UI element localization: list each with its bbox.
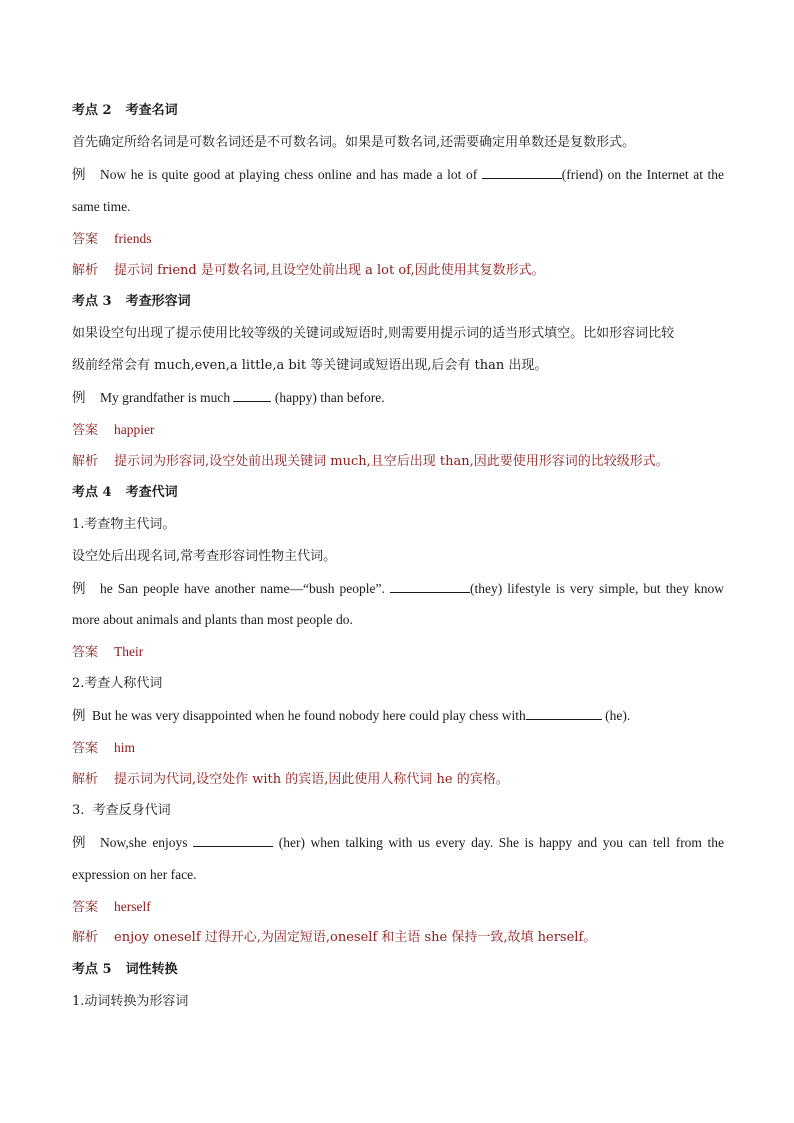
example-text: Now he is quite good at playing chess online and has made a lot of	[100, 167, 478, 182]
answer-label: 答案	[72, 423, 99, 438]
example-label: 例	[72, 167, 86, 182]
example-text: (they) lifestyle is very simple, but they know	[469, 581, 725, 596]
answer-line	[72, 421, 724, 440]
example-continuation: more about animals and plants than most people do.	[72, 612, 353, 627]
example-text: (friend) on the Internet at the	[561, 167, 724, 182]
answer-text: Their	[114, 644, 144, 659]
analysis-label: 解析	[72, 930, 99, 945]
subsection-title: 3. 考查反身代词	[72, 803, 171, 818]
example-text: (her) when talking with us every day. She is happy and you can tell from the	[278, 835, 725, 850]
answer-label: 答案	[72, 645, 99, 660]
example-label: 例	[72, 390, 86, 405]
example-line	[72, 707, 724, 725]
answer-text: herself	[114, 899, 151, 914]
heading-number: 考点 3	[72, 294, 112, 309]
analysis-text: enjoy oneself 过得开心,为固定短语,oneself 和主语 she 保持一致,故填 herself。	[114, 930, 597, 945]
example-label: 例	[72, 581, 86, 596]
example-continuation: same time.	[72, 199, 131, 214]
answer-label: 答案	[72, 741, 99, 756]
example-text: But he was very disappointed when he found nobody here could play chess with	[92, 708, 526, 723]
analysis-label: 解析	[72, 263, 99, 278]
section-heading-3	[72, 293, 724, 311]
analysis-line	[72, 453, 724, 471]
answer-blank	[390, 580, 470, 593]
example-label: 例	[72, 708, 86, 723]
example-continuation: expression on her face.	[72, 867, 197, 882]
section-heading-4	[72, 484, 724, 502]
answer-blank	[193, 834, 273, 847]
heading-number: 考点 4	[72, 485, 112, 500]
heading-title: 考查名词	[125, 103, 178, 118]
answer-blank	[526, 707, 602, 720]
answer-line	[72, 643, 724, 662]
example-text: (happy) than before.	[274, 390, 385, 405]
answer-blank	[482, 166, 562, 179]
example-text: (he).	[605, 708, 631, 723]
answer-label: 答案	[72, 900, 99, 915]
analysis-line	[72, 771, 724, 789]
example-line	[72, 834, 724, 852]
subsection-title: 1.考查物主代词。	[72, 517, 176, 532]
analysis-text: 提示词为形容词,设空处前出现关键词 much,且空后出现 than,因此要使用形容词的比较级形式。	[114, 454, 669, 469]
answer-line	[72, 739, 724, 758]
subsection-title: 1.动词转换为形容词	[72, 994, 189, 1009]
example-text: My grandfather is much	[100, 390, 231, 405]
analysis-label: 解析	[72, 454, 99, 469]
example-line	[72, 580, 724, 598]
example-text: he San people have another name—“bush people”.	[100, 581, 385, 596]
example-text: Now,she enjoys	[100, 835, 188, 850]
heading-title: 词性转换	[125, 962, 178, 977]
section-intro: 首先确定所给名词是可数名词还是不可数名词。如果是可数名词,还需要确定用单数还是复数形式。	[72, 135, 636, 150]
analysis-label: 解析	[72, 772, 99, 787]
section-intro-continuation: 级前经常会有 much,even,a little,a bit 等关键词或短语出现,后会有 than 出现。	[72, 358, 548, 373]
section-intro: 如果设空句出现了提示使用比较等级的关键词或短语时,则需要用提示词的适当形式填空。比如形容词比较	[72, 326, 675, 341]
answer-text: him	[114, 740, 136, 755]
analysis-line	[72, 929, 724, 947]
subsection-title: 2.考查人称代词	[72, 676, 163, 691]
example-line	[72, 166, 724, 184]
example-line	[72, 389, 724, 407]
analysis-text: 提示词 friend 是可数名词,且设空处前出现 a lot of,因此使用其复数形式。	[114, 263, 545, 278]
subsection-intro: 设空处后出现名词,常考查形容词性物主代词。	[72, 549, 337, 564]
answer-line	[72, 898, 724, 917]
answer-line	[72, 230, 724, 249]
answer-label: 答案	[72, 232, 99, 247]
example-label: 例	[72, 835, 86, 850]
heading-number: 考点 5	[72, 962, 112, 977]
heading-title: 考查形容词	[125, 294, 191, 309]
analysis-line	[72, 262, 724, 280]
analysis-text: 提示词为代词,设空处作 with 的宾语,因此使用人称代词 he 的宾格。	[114, 772, 509, 787]
answer-text: friends	[114, 231, 152, 246]
answer-text: happier	[114, 422, 155, 437]
section-heading-5	[72, 961, 724, 979]
heading-number: 考点 2	[72, 103, 112, 118]
section-heading-2	[72, 102, 724, 120]
answer-blank	[233, 389, 271, 402]
heading-title: 考查代词	[125, 485, 178, 500]
